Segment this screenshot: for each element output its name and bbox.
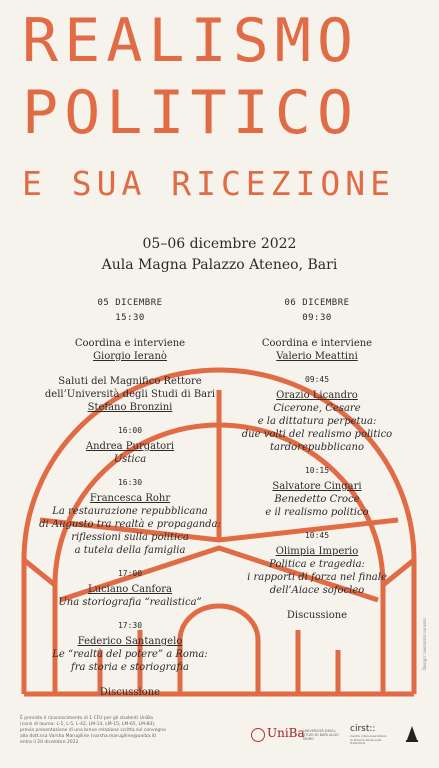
title-line-2: POLITICO xyxy=(22,78,359,148)
slot-time: 16:30 xyxy=(117,478,143,487)
talk-title: riflessioni sulla politica xyxy=(71,532,189,543)
slot-time: 17:30 xyxy=(117,621,143,630)
talk-title: due volti del realismo politico xyxy=(241,429,393,440)
speaker-name: Andrea Purgatori xyxy=(85,441,175,452)
title-line-3: E SUA RICEZIONE xyxy=(22,164,396,203)
cirst-logo: cirst:: xyxy=(350,724,376,734)
footer-line: entro il 20 dicembre 2022. xyxy=(20,740,80,745)
slot-time: 17:00 xyxy=(117,569,143,578)
cirst-logo-subtitle: Centro interuniversitario di Ricerca Studi sulla Tradizione xyxy=(350,734,387,745)
speaker-name: Olimpia Imperio xyxy=(275,546,359,557)
talk-title: Politica e tragedia: xyxy=(269,559,365,570)
discussion: Discussione xyxy=(286,610,348,621)
event-date: 05–06 dicembre 2022 xyxy=(142,236,297,252)
footer-note xyxy=(20,716,230,746)
talk-title: di Augusto tra realtà e propaganda: xyxy=(39,519,221,530)
start-time: 15:30 xyxy=(115,313,145,323)
footer-line: È previsto il riconoscimento di 1 CFU per gli studenti UniBa xyxy=(20,716,153,721)
event-venue: Aula Magna Palazzo Ateneo, Bari xyxy=(101,257,338,273)
talk-title: Cicerone, Cesare xyxy=(273,403,361,414)
chair-block xyxy=(212,337,422,363)
speaker-name: Orazio Licandro xyxy=(276,390,358,401)
talk-title: tardorepubblicano xyxy=(270,442,364,453)
rector-name: Stefano Bronzini xyxy=(87,402,173,413)
talk-title: e la dittatura perpetua: xyxy=(257,416,377,427)
chair-label: Coordina e interviene xyxy=(74,338,186,349)
uniba-logo: UniBa xyxy=(267,726,305,740)
greetings-line: Saluti del Magnifico Rettore xyxy=(58,376,202,387)
day-label: 05 DICEMBRE xyxy=(97,298,163,308)
slot-time: 16:00 xyxy=(117,426,143,435)
uniba-seal-icon xyxy=(251,728,265,742)
title-line-1: REALISMO xyxy=(22,6,359,76)
talk-title: a tutela della famiglia xyxy=(74,545,186,556)
talk-title: Una storiografia “realistica” xyxy=(58,597,202,608)
discussion: Discussione xyxy=(99,687,161,698)
talk-title: Ustica xyxy=(113,454,147,465)
chair-block xyxy=(25,337,235,363)
speaker-name: Federico Santangelo xyxy=(77,636,183,647)
speaker-name: Francesca Rohr xyxy=(89,493,171,504)
chair-name: Giorgio Ieranò xyxy=(93,351,167,362)
footer-line: previa presentazione di una breve relazione scritta sul convegno xyxy=(20,728,166,733)
institution-emblem-icon xyxy=(405,724,419,742)
talk-title: Benedetto Croce xyxy=(274,494,360,505)
speaker-name: Luciano Canfora xyxy=(88,584,172,595)
chair-label: Coordina e interviene xyxy=(261,338,373,349)
design-credit: Design: Leonardo Lorusso xyxy=(422,618,427,670)
footer-line: (corsi di laurea: L-1, L-5, L-42, LM-14, LM-15, LM-65, LM-84), xyxy=(20,722,156,727)
greetings-block xyxy=(25,375,235,414)
talk-title: dell’Aiace sofocleo xyxy=(269,585,365,596)
start-time: 09:30 xyxy=(302,313,332,323)
talk-title: fra storia e storiografia xyxy=(71,662,189,673)
footer-line: alla dott.ssa Varsha Marugiline (varsha.marugiline@uniba.it) xyxy=(20,734,157,739)
talk-title: i rapporti di forza nel finale xyxy=(247,572,387,583)
speaker-name: Salvatore Cingari xyxy=(272,481,362,492)
slot-time: 10:45 xyxy=(304,531,330,540)
uniba-logo-subtitle: UNIVERSITÀ DEGLI STUDI DI BARI ALDO MORO xyxy=(303,729,339,741)
program-day-1 xyxy=(25,297,235,699)
slot-time: 09:45 xyxy=(304,375,330,384)
talk-title: Le “realtà del potere” a Roma: xyxy=(52,649,208,660)
program-day-2 xyxy=(212,297,422,622)
slot-time: 10:15 xyxy=(304,466,330,475)
talk-title: e il realismo politico xyxy=(265,507,369,518)
talk-title: La restaurazione repubblicana xyxy=(52,506,208,517)
chair-name: Valerio Meattini xyxy=(276,351,358,362)
day-label: 06 DICEMBRE xyxy=(284,298,350,308)
greetings-line: dell’Università degli Studi di Bari xyxy=(44,389,216,400)
